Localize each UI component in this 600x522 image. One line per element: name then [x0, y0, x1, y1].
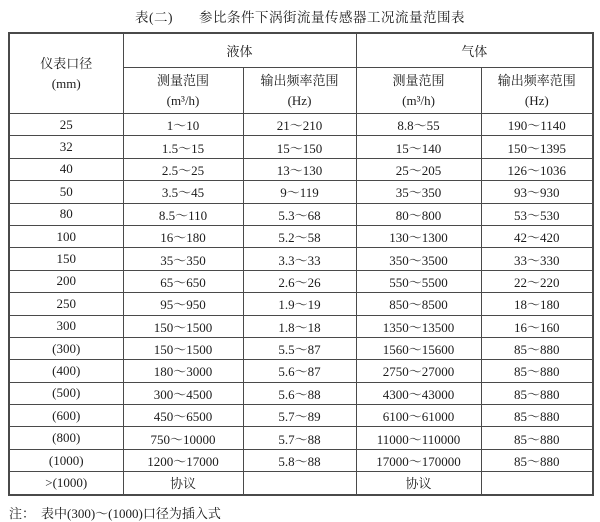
diameter-cell: (600) — [9, 405, 123, 427]
diameter-cell: (300) — [9, 337, 123, 359]
value-cell: 130～1300 — [356, 225, 481, 247]
diameter-cell: >(1000) — [9, 472, 123, 495]
value-cell: 53～530 — [481, 203, 593, 225]
table-title — [0, 0, 600, 26]
value-cell: 450～6500 — [123, 405, 243, 427]
value-cell: 9～119 — [243, 181, 356, 203]
table-row — [9, 449, 593, 471]
value-cell: 300～4500 — [123, 382, 243, 404]
value-cell: 5.3～68 — [243, 203, 356, 225]
value-cell: 190～1140 — [481, 114, 593, 136]
value-cell: 65～650 — [123, 270, 243, 292]
diameter-cell: 100 — [9, 225, 123, 247]
value-cell: 2750～27000 — [356, 360, 481, 382]
footnote-text: 表中(300)～(1000)口径为插入式 — [41, 505, 221, 521]
value-cell: 8.8～55 — [356, 114, 481, 136]
value-cell: 550～5500 — [356, 270, 481, 292]
value-cell: 1560～15600 — [356, 337, 481, 359]
value-cell: 13～130 — [243, 158, 356, 180]
value-cell: 850～8500 — [356, 293, 481, 315]
table-row — [9, 225, 593, 247]
value-cell: 1.9～19 — [243, 293, 356, 315]
table-row — [9, 181, 593, 203]
diameter-cell: 150 — [9, 248, 123, 270]
value-cell: 16～180 — [123, 225, 243, 247]
header-meter-diameter — [9, 33, 123, 114]
value-cell: 17000～170000 — [356, 449, 481, 471]
value-cell: 5.7～89 — [243, 405, 356, 427]
value-cell: 93～930 — [481, 181, 593, 203]
diameter-cell: 25 — [9, 114, 123, 136]
value-cell: 8.5～110 — [123, 203, 243, 225]
header-liquid-measure-range — [123, 68, 243, 114]
value-cell: 5.5～87 — [243, 337, 356, 359]
value-cell: 85～880 — [481, 405, 593, 427]
value-cell: 1.5～15 — [123, 136, 243, 158]
header-label: 输出频率范围 — [260, 72, 339, 88]
value-cell: 5.7～88 — [243, 427, 356, 449]
value-cell: 33～330 — [481, 248, 593, 270]
value-cell: 85～880 — [481, 382, 593, 404]
value-cell: 21～210 — [243, 114, 356, 136]
value-cell: 750～10000 — [123, 427, 243, 449]
table-row — [9, 293, 593, 315]
value-cell: 5.8～88 — [243, 449, 356, 471]
flow-range-table — [8, 32, 594, 496]
value-cell: 协议 — [123, 472, 243, 495]
table-row — [9, 382, 593, 404]
value-cell: 80～800 — [356, 203, 481, 225]
diameter-cell: 50 — [9, 181, 123, 203]
header-meter-diameter-unit: (mm) — [51, 75, 81, 91]
value-cell: 3.5～45 — [123, 181, 243, 203]
header-gas: 气体 — [356, 33, 593, 68]
header-label: 测量范围 — [392, 72, 445, 88]
value-cell: 1～10 — [123, 114, 243, 136]
value-cell: 18～180 — [481, 293, 593, 315]
value-cell — [243, 472, 356, 495]
diameter-cell: 300 — [9, 315, 123, 337]
value-cell: 85～880 — [481, 337, 593, 359]
header-unit: (m³/h) — [166, 92, 200, 108]
value-cell: 16～160 — [481, 315, 593, 337]
value-cell — [481, 472, 593, 495]
value-cell: 3.3～33 — [243, 248, 356, 270]
header-gas-output-frequency-range — [481, 68, 593, 114]
value-cell: 150～1500 — [123, 337, 243, 359]
value-cell: 85～880 — [481, 449, 593, 471]
value-cell: 85～880 — [481, 427, 593, 449]
table-row — [9, 337, 593, 359]
value-cell: 1.8～18 — [243, 315, 356, 337]
table-row — [9, 315, 593, 337]
value-cell: 35～350 — [356, 181, 481, 203]
header-group-row — [9, 33, 593, 68]
table-row — [9, 136, 593, 158]
value-cell: 2.6～26 — [243, 270, 356, 292]
table-row — [9, 114, 593, 136]
value-cell: 5.6～87 — [243, 360, 356, 382]
value-cell: 1350～13500 — [356, 315, 481, 337]
header-unit: (Hz) — [524, 92, 549, 108]
diameter-cell: (800) — [9, 427, 123, 449]
table-row — [9, 270, 593, 292]
header-gas-measure-range — [356, 68, 481, 114]
value-cell: 150～1500 — [123, 315, 243, 337]
value-cell: 22～220 — [481, 270, 593, 292]
diameter-cell: 80 — [9, 203, 123, 225]
value-cell: 5.2～58 — [243, 225, 356, 247]
table-row — [9, 248, 593, 270]
footnote-label: 注： — [9, 505, 36, 521]
header-meter-diameter-label: 仪表口径 — [40, 55, 93, 71]
diameter-cell: 40 — [9, 158, 123, 180]
value-cell: 25～205 — [356, 158, 481, 180]
header-label: 输出频率范围 — [497, 72, 576, 88]
value-cell: 42～420 — [481, 225, 593, 247]
value-cell: 150～1395 — [481, 136, 593, 158]
value-cell: 85～880 — [481, 360, 593, 382]
value-cell: 1200～17000 — [123, 449, 243, 471]
footnote — [9, 503, 600, 522]
diameter-cell: 250 — [9, 293, 123, 315]
value-cell: 11000～110000 — [356, 427, 481, 449]
diameter-cell: 32 — [9, 136, 123, 158]
value-cell: 4300～43000 — [356, 382, 481, 404]
table-row — [9, 158, 593, 180]
table-row — [9, 360, 593, 382]
diameter-cell: (1000) — [9, 449, 123, 471]
table-body — [9, 114, 593, 495]
table-number: 表(二) — [135, 10, 173, 25]
value-cell: 126～1036 — [481, 158, 593, 180]
header-unit: (Hz) — [287, 92, 312, 108]
table-title-text: 参比条件下涡街流量传感器工况流量范围表 — [199, 10, 465, 25]
table-row — [9, 405, 593, 427]
diameter-cell: 200 — [9, 270, 123, 292]
value-cell: 5.6～88 — [243, 382, 356, 404]
value-cell: 35～350 — [123, 248, 243, 270]
value-cell: 协议 — [356, 472, 481, 495]
table-row — [9, 427, 593, 449]
value-cell: 180～3000 — [123, 360, 243, 382]
value-cell: 6100～61000 — [356, 405, 481, 427]
header-label: 测量范围 — [156, 72, 209, 88]
value-cell: 15～140 — [356, 136, 481, 158]
header-liquid: 液体 — [123, 33, 356, 68]
header-liquid-output-frequency-range — [243, 68, 356, 114]
table-row — [9, 203, 593, 225]
value-cell: 95～950 — [123, 293, 243, 315]
header-unit: (m³/h) — [402, 92, 435, 108]
value-cell: 350～3500 — [356, 248, 481, 270]
value-cell: 15～150 — [243, 136, 356, 158]
diameter-cell: (500) — [9, 382, 123, 404]
diameter-cell: (400) — [9, 360, 123, 382]
value-cell: 2.5～25 — [123, 158, 243, 180]
table-row — [9, 472, 593, 495]
